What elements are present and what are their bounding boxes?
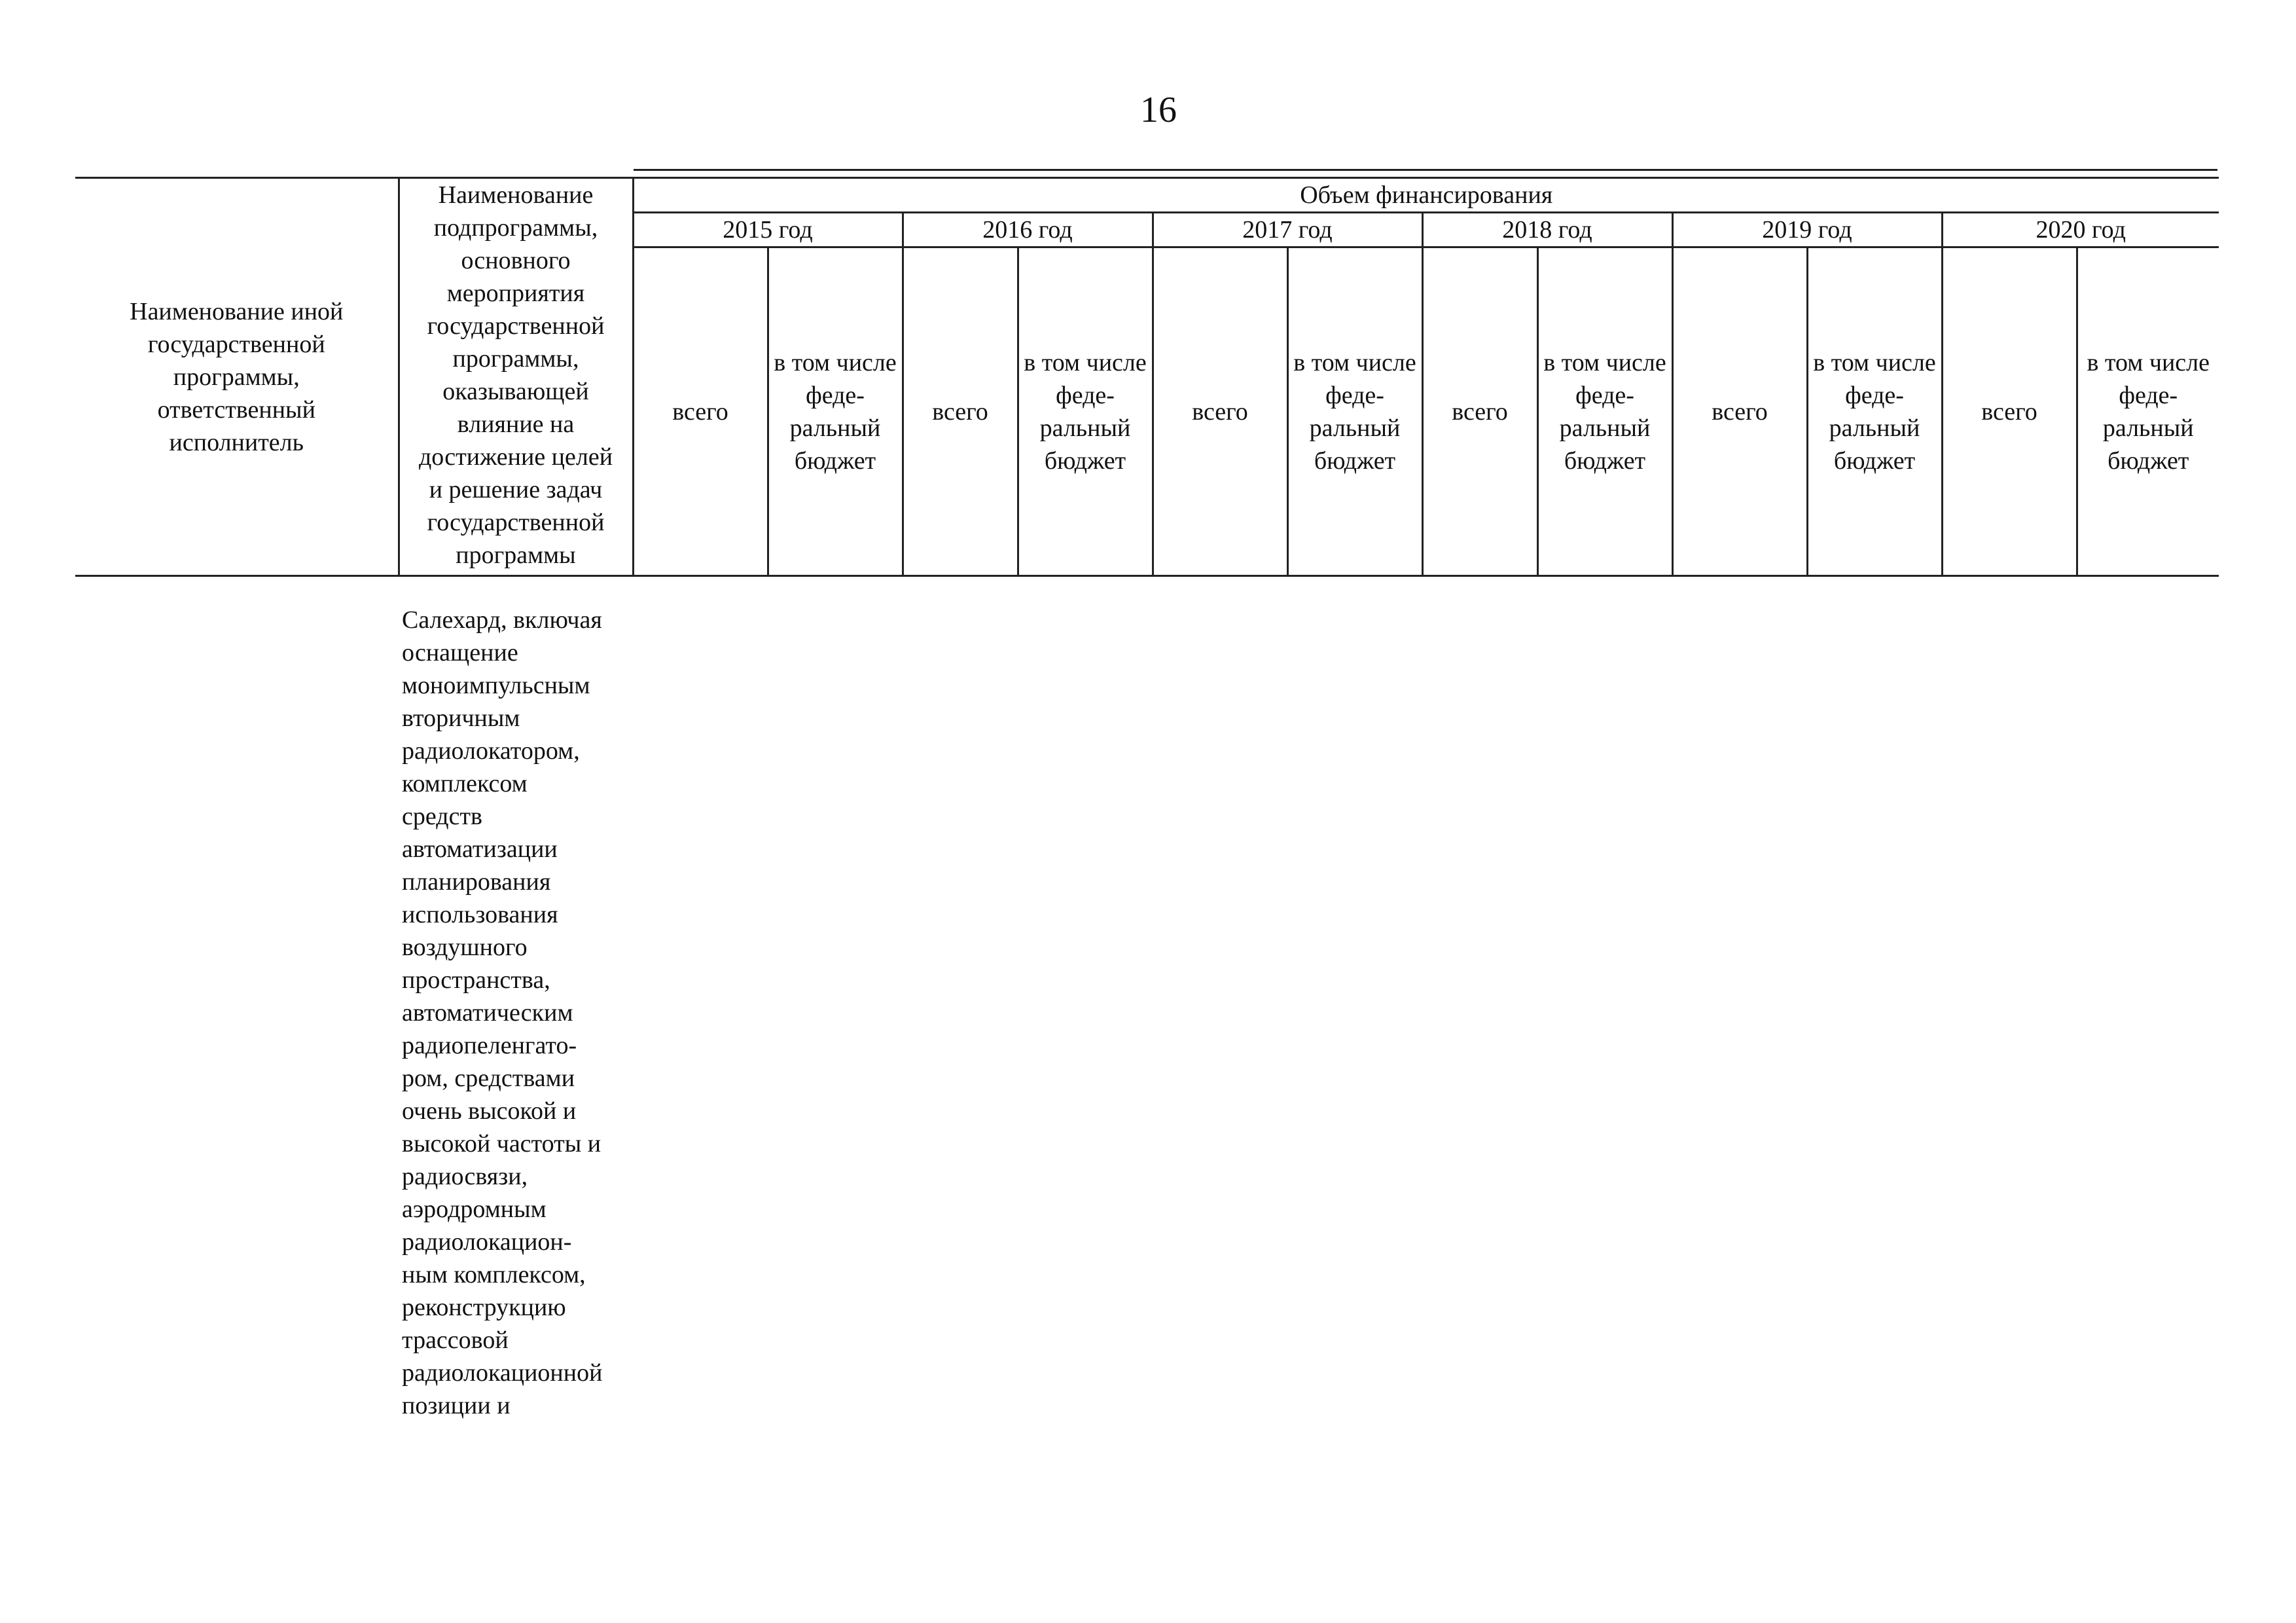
header-federal-2015: в том числе феде- ральный бюджет bbox=[768, 247, 903, 576]
header-year-2018: 2018 год bbox=[1422, 213, 1672, 247]
header-funding-title: Объем финансирования bbox=[633, 178, 2219, 213]
header-total-2018: всего bbox=[1422, 247, 1537, 576]
header-total-2019: всего bbox=[1672, 247, 1807, 576]
header-year-2017: 2017 год bbox=[1153, 213, 1422, 247]
header-total-2015: всего bbox=[633, 247, 768, 576]
header-federal-2020: в том числе феде- ральный бюджет bbox=[2077, 247, 2219, 576]
top-rule bbox=[634, 169, 2217, 171]
header-total-2017: всего bbox=[1153, 247, 1287, 576]
header-federal-2017: в том числе феде- ральный бюджет bbox=[1287, 247, 1422, 576]
header-federal-2019: в том числе феде- ральный бюджет bbox=[1807, 247, 1942, 576]
header-total-2020: всего bbox=[1942, 247, 2077, 576]
header-program-name: Наименование иной государственной программы, ответственный исполнитель bbox=[75, 178, 399, 576]
header-total-2016: всего bbox=[903, 247, 1018, 576]
header-subprogram-name: Наименование подпрограммы, основного мероприятия государственной программы, оказывающей влияние на достижение целей и решение задач государственной программы bbox=[399, 178, 633, 576]
header-year-2020: 2020 год bbox=[1942, 213, 2219, 247]
header-year-2016: 2016 год bbox=[903, 213, 1153, 247]
header-federal-2018: в том числе феде- ральный бюджет bbox=[1537, 247, 1672, 576]
subprogram-description: Салехард, включая оснащение моноимпульсным вторичным радиолокатором, комплексом средств автоматизации планирования использования воздушного пространства, автоматическим радиопеленгато- ром, средствами очень высокой и высокой частоты и радиосвязи, аэродромным радиолокацион- ным комплексом, реконструкцию трассовой радиолокационной позиции и bbox=[402, 606, 603, 1419]
header-year-2019: 2019 год bbox=[1672, 213, 1942, 247]
header-year-2015: 2015 год bbox=[633, 213, 903, 247]
page-number: 16 bbox=[1140, 90, 1177, 130]
funding-table-header bbox=[75, 177, 2219, 577]
header-federal-2016: в том числе феде- ральный бюджет bbox=[1018, 247, 1153, 576]
